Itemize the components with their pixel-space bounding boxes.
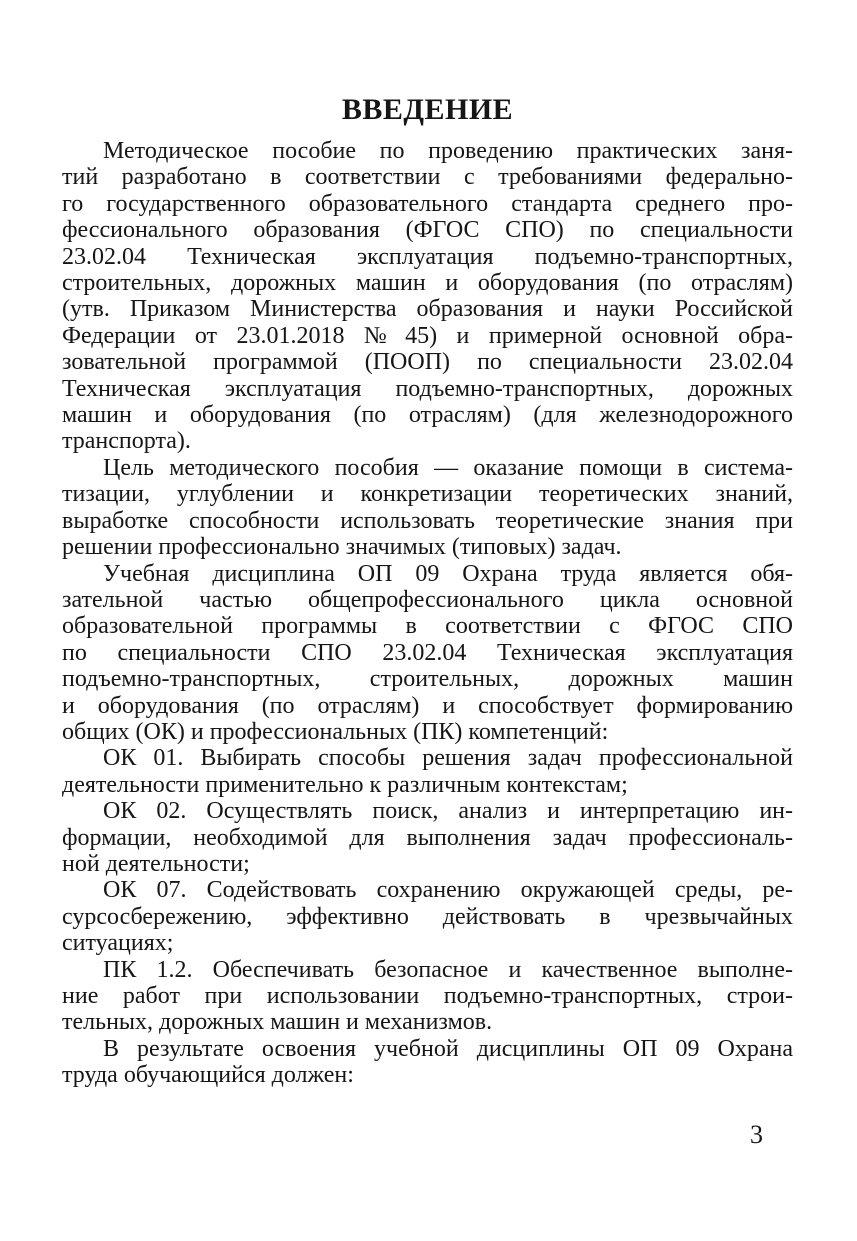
text-line: ОК 07. Содействовать сохранению окружающей среды, ре-	[103, 877, 793, 904]
text-line: (утв. Приказом Министерства образования и науки Российской	[62, 296, 793, 323]
paragraph	[62, 561, 793, 746]
text-line: транспорта).	[62, 428, 191, 455]
text-line: тий разработано в соответствии с требованиями федерально-	[62, 164, 793, 191]
text-line: зательной частью общепрофессионального цикла основной	[62, 586, 793, 613]
paragraph	[62, 798, 793, 877]
text-line: труда обучающийся должен:	[62, 1062, 354, 1089]
text-line: строительных, дорожных машин и оборудования (по отраслям)	[62, 270, 793, 297]
text-line: по специальности СПО 23.02.04 Техническая эксплуатация	[62, 639, 793, 666]
text-line: фессионального образования (ФГОС СПО) по специальности	[62, 217, 793, 244]
paragraph	[62, 455, 793, 561]
text-line: В результате освоения учебной дисциплины ОП 09 Охрана	[103, 1035, 793, 1062]
text-line: Учебная дисциплина ОП 09 Охрана труда является обя-	[103, 560, 793, 587]
page-title: ВВЕДЕНИЕ	[341, 93, 514, 126]
text-line: подъемно-транспортных, строительных, дорожных машин	[62, 666, 793, 693]
text-line: Цель методического пособия — оказание помощи в система-	[103, 454, 793, 481]
text-line: решении профессионально значимых (типовых) задач.	[62, 534, 622, 561]
text-line: ние работ при использовании подъемно-транспортных, строи-	[62, 983, 793, 1009]
paragraph	[62, 138, 793, 455]
body-text	[62, 138, 793, 1089]
text-line: сурсосбережению, эффективно действовать в чрезвычайных	[62, 903, 793, 930]
page-content	[62, 94, 793, 1089]
paragraph	[62, 957, 793, 1036]
text-line: Методическое пособие по проведению практических заня-	[103, 138, 793, 164]
text-line: деятельности применительно к различным контекстам;	[62, 771, 628, 798]
text-line: зовательной программой (ПООП) по специальности 23.02.04	[62, 349, 793, 376]
paragraph	[62, 877, 793, 956]
text-line: ОК 02. Осуществлять поиск, анализ и интерпретацию ин-	[103, 798, 793, 825]
text-line: ной деятельности;	[62, 850, 250, 877]
page-number: 3	[750, 1120, 763, 1149]
text-line: общих (ОК) и профессиональных (ПК) компетенций:	[62, 718, 609, 745]
text-line: формации, необходимой для выполнения задач профессиональ-	[62, 824, 793, 851]
text-line: Техническая эксплуатация подъемно-транспортных, дорожных	[62, 375, 793, 402]
text-line: тизации, углублении и конкретизации теоретических знаний,	[62, 481, 793, 508]
paragraph	[62, 1036, 793, 1089]
text-line: ПК 1.2. Обеспечивать безопасное и качественное выполне-	[103, 956, 793, 983]
paragraph	[62, 745, 793, 798]
text-line: выработке способности использовать теоретические знания при	[62, 507, 793, 534]
text-line: и оборудования (по отраслям) и способствует формированию	[62, 692, 793, 719]
text-line: образовательной программы в соответствии с ФГОС СПО	[62, 613, 793, 640]
text-line: го государственного образовательного стандарта среднего про-	[62, 190, 793, 217]
text-line: 23.02.04 Техническая эксплуатация подъемно-транспортных,	[62, 243, 793, 270]
text-line: Федерации от 23.01.2018 № 45) и примерной основной обра-	[62, 322, 793, 349]
text-line: машин и оборудования (по отраслям) (для железнодорожного	[62, 402, 793, 429]
text-line: ОК 01. Выбирать способы решения задач профессиональной	[103, 745, 793, 772]
text-line: тельных, дорожных машин и механизмов.	[62, 1009, 493, 1036]
text-line: ситуациях;	[62, 930, 174, 957]
